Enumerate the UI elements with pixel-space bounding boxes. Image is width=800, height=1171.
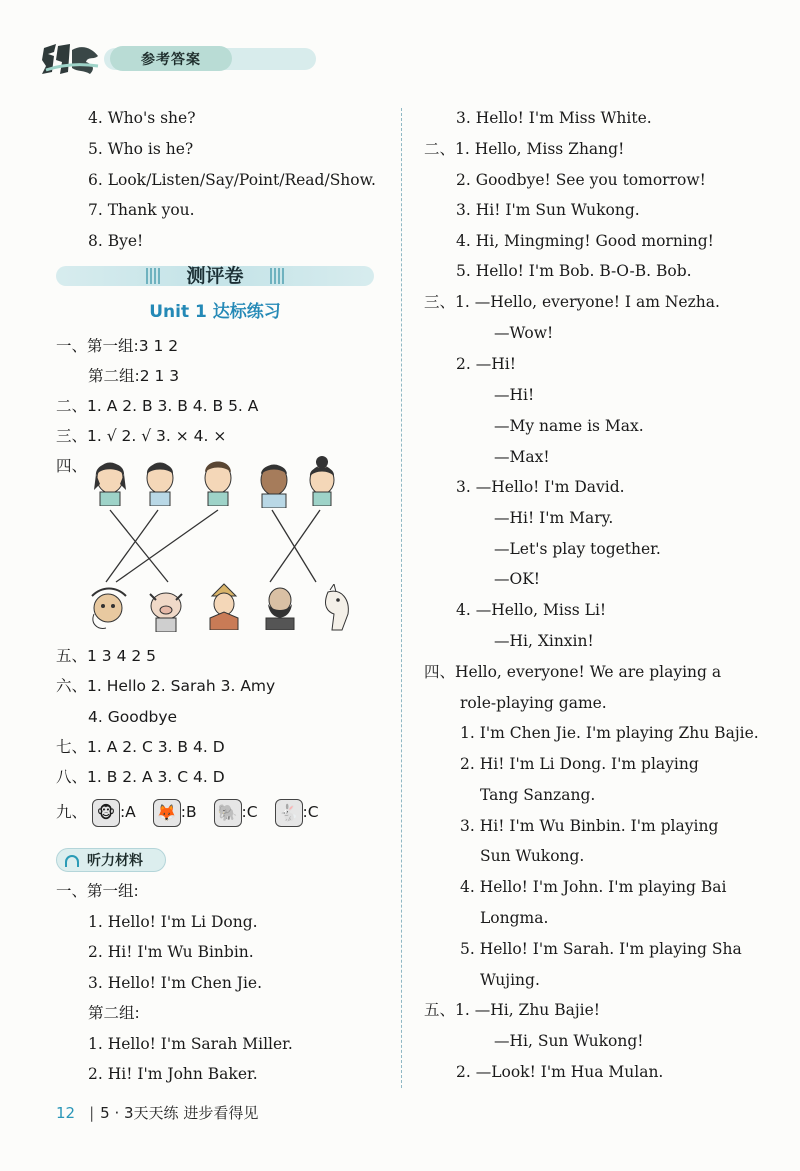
q9-answer: :C	[302, 803, 319, 821]
answer-line: 4. Hello! I'm John. I'm playing Bai	[460, 878, 727, 896]
answer-line: 4. Goodbye	[88, 708, 178, 726]
sha-wujing-icon	[258, 582, 302, 630]
answer-line: 二、1. A 2. B 3. B 4. B 5. A	[56, 397, 259, 415]
answer-line: 三、1. —Hello, everyone! I am Nezha.	[424, 293, 720, 311]
column-divider	[401, 108, 402, 1088]
page-header	[40, 38, 380, 78]
q9-answer: :C	[241, 803, 258, 821]
matching-illustration	[86, 454, 361, 636]
monkey-icon: 🐵	[92, 799, 120, 827]
man-face-icon	[252, 456, 296, 508]
q9-answer: :B	[180, 803, 197, 821]
answer-key-tag: 参考答案	[110, 46, 232, 71]
listening-line: 一、第一组:	[56, 882, 139, 900]
answer-line: 3. —Hello! I'm David.	[456, 478, 625, 496]
listening-line: 1. Hello! I'm Sarah Miller.	[88, 1035, 293, 1053]
answer-line: 二、1. Hello, Miss Zhang!	[424, 140, 625, 158]
answer-line: —Hi, Sun Wukong!	[494, 1032, 644, 1050]
answer-line: 8. Bye!	[88, 232, 144, 250]
answer-line: 2. Goodbye! See you tomorrow!	[456, 171, 706, 189]
fox-icon: 🦊	[153, 799, 181, 827]
answer-line: 3. Hi! I'm Wu Binbin. I'm playing	[460, 817, 719, 835]
answer-line: Sun Wukong.	[480, 847, 585, 865]
footer-separator: |	[89, 1104, 95, 1122]
answer-line: 一、第一组:3 1 2	[56, 337, 179, 355]
unit-title: Unit 1 达标练习	[149, 302, 281, 322]
page-number: 12	[56, 1104, 76, 1122]
horse-icon	[314, 584, 358, 632]
answer-line: 6. Look/Listen/Say/Point/Read/Show.	[88, 171, 376, 189]
listening-line: 第二组:	[88, 1004, 140, 1022]
answer-line: Wujing.	[480, 971, 540, 989]
answer-line: 七、1. A 2. C 3. B 4. D	[56, 738, 225, 756]
answer-line: 4. Hi, Mingming! Good morning!	[456, 232, 714, 250]
answer-line: 4. —Hello, Miss Li!	[456, 601, 607, 619]
monk-icon	[202, 582, 246, 630]
answer-line: 三、1. √ 2. √ 3. × 4. ×	[56, 427, 227, 445]
listening-tag-label: 听力材料	[87, 853, 143, 869]
boy-face-icon	[196, 454, 240, 506]
answer-line: 5. Hello! I'm Sarah. I'm playing Sha	[460, 940, 742, 958]
answer-line: —Let's play together.	[494, 540, 661, 558]
answer-line: 八、1. B 2. A 3. C 4. D	[56, 768, 225, 786]
answer-line: 5. Hello! I'm Bob. B-O-B. Bob.	[456, 262, 692, 280]
answer-line: 3. Hello! I'm Miss White.	[456, 109, 652, 127]
answer-line: 2. —Hi!	[456, 355, 516, 373]
answer-line: —OK!	[494, 570, 541, 588]
question-label: 九、	[56, 803, 88, 821]
q9-answer: :A	[119, 803, 136, 821]
rabbit-icon: 🐇	[275, 799, 303, 827]
elephant-icon: 🐘	[214, 799, 242, 827]
answer-line: 六、1. Hello 2. Sarah 3. Amy	[56, 677, 276, 695]
q9-row	[56, 797, 319, 827]
answer-line: 5. Who is he?	[88, 140, 194, 158]
answer-line: 第二组:2 1 3	[88, 367, 180, 385]
girl-face-icon	[300, 454, 344, 506]
answer-line: Tang Sanzang.	[480, 786, 596, 804]
answer-line: 7. Thank you.	[88, 201, 195, 219]
listening-line: 2. Hi! I'm John Baker.	[88, 1065, 258, 1083]
boy-face-icon	[138, 454, 182, 506]
section-banner	[56, 262, 374, 290]
pig-icon	[144, 584, 188, 632]
listening-line: 1. Hello! I'm Li Dong.	[88, 913, 258, 931]
answer-line: 4. Who's she?	[88, 109, 196, 127]
answer-line: —My name is Max.	[494, 417, 644, 435]
answer-line: 五、1. —Hi, Zhu Bajie!	[424, 1001, 601, 1019]
listening-line: 3. Hello! I'm Chen Jie.	[88, 974, 263, 992]
question-label: 四、	[56, 457, 88, 475]
headphones-icon	[65, 855, 79, 867]
answer-line: 五、1 3 4 2 5	[56, 647, 157, 665]
answer-line: —Hi! I'm Mary.	[494, 509, 614, 527]
answer-line: 1. I'm Chen Jie. I'm playing Zhu Bajie.	[460, 724, 759, 742]
monkey-king-icon	[86, 584, 130, 632]
answer-line: 四、Hello, everyone! We are playing a	[424, 663, 722, 681]
answer-line: —Hi!	[494, 386, 535, 404]
series-slogan: 5 · 3天天练 进步看得见	[100, 1104, 259, 1122]
answer-line: 2. —Look! I'm Hua Mulan.	[456, 1063, 664, 1081]
brand-logo	[40, 42, 102, 76]
listening-material-tag	[56, 848, 166, 872]
answer-line: —Hi, Xinxin!	[494, 632, 594, 650]
answer-line: role-playing game.	[460, 694, 607, 712]
answer-line: 3. Hi! I'm Sun Wukong.	[456, 201, 640, 219]
answer-line: 2. Hi! I'm Li Dong. I'm playing	[460, 755, 699, 773]
section-title: 测评卷	[186, 265, 244, 287]
page-footer	[56, 1102, 258, 1123]
answer-line: —Max!	[494, 448, 550, 466]
listening-line: 2. Hi! I'm Wu Binbin.	[88, 943, 254, 961]
answer-line: Longma.	[480, 909, 549, 927]
answer-line: —Wow!	[494, 324, 554, 342]
girl-face-icon	[88, 454, 132, 506]
